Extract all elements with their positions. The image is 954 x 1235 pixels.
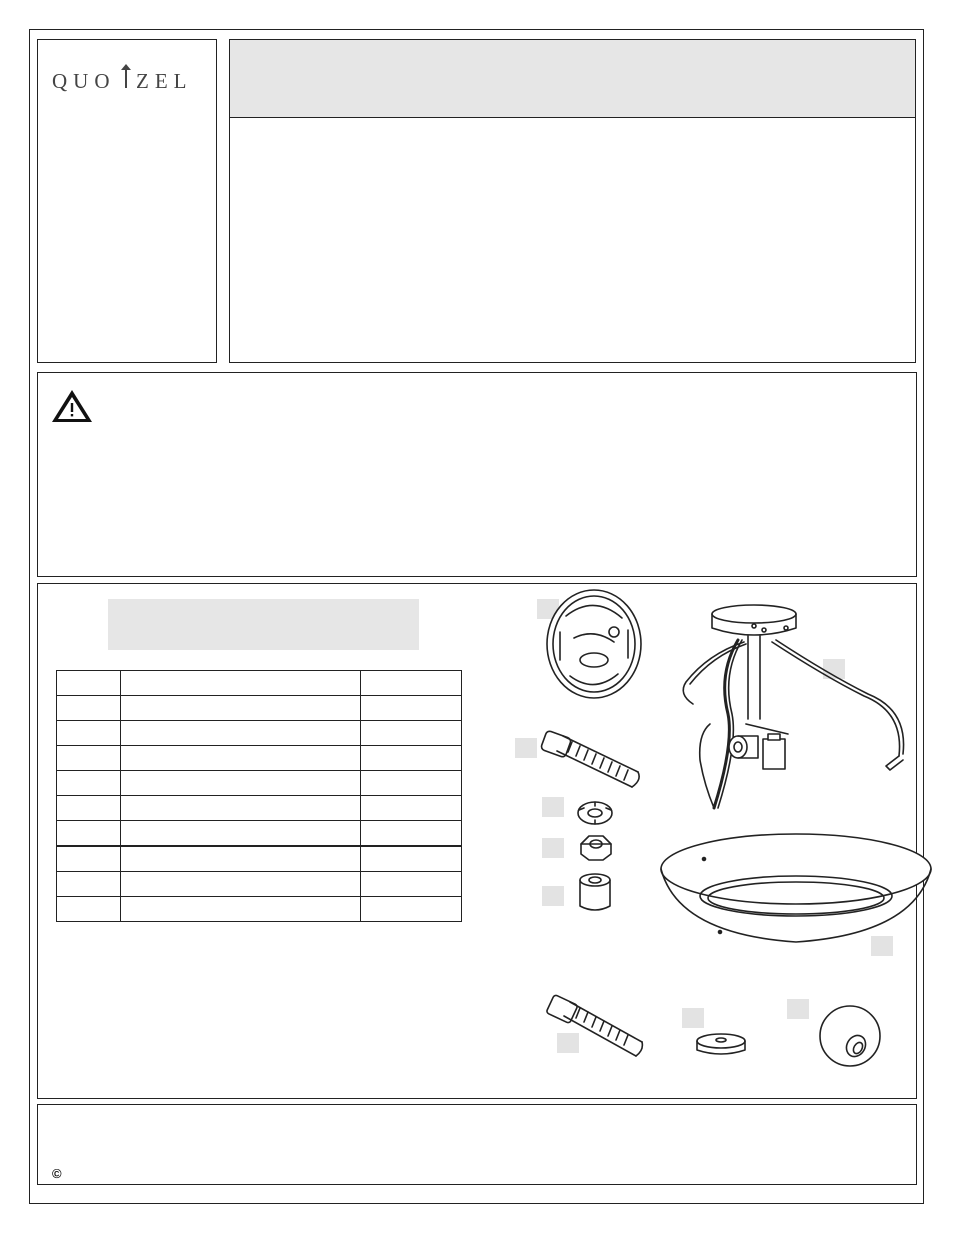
footer-panel <box>37 1104 917 1185</box>
title-band <box>230 40 915 118</box>
fixture-body-icon <box>683 605 903 808</box>
brand-logo <box>52 58 202 100</box>
svg-text:ZEL: ZEL <box>136 69 193 93</box>
copyright-symbol: © <box>52 1166 62 1181</box>
svg-text:QUO: QUO <box>52 69 116 93</box>
threaded-stud-icon <box>540 730 639 787</box>
hex-nut-icon <box>581 836 611 860</box>
glass-bowl-icon <box>661 834 931 942</box>
lock-washer-icon <box>578 802 612 824</box>
logo-panel <box>37 39 217 363</box>
warning-panel <box>37 372 917 577</box>
parts-illustration <box>38 584 918 1100</box>
ball-finial-icon <box>820 1006 880 1066</box>
warning-triangle-icon <box>50 388 94 424</box>
finial-screw-icon <box>546 994 642 1056</box>
parts-panel <box>37 583 917 1099</box>
quoizel-logo-icon <box>52 58 202 94</box>
coupling-nut-icon <box>580 874 610 910</box>
title-panel <box>229 39 916 363</box>
mounting-plate-icon <box>547 590 641 698</box>
washer-icon <box>697 1034 745 1054</box>
